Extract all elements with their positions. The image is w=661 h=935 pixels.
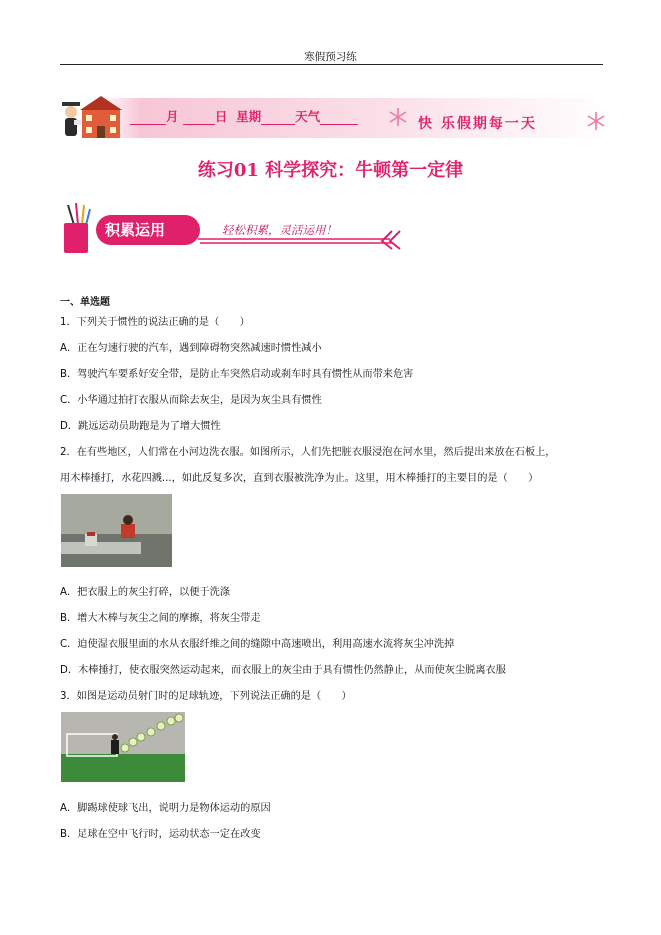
washing-clothes-photo (61, 494, 172, 567)
option: B．足球在空中飞行时，运动状态一定在改变 (60, 829, 261, 840)
option: C．小华通过拍打衣服从而除去灰尘，是因为灰尘具有惯性 (60, 395, 322, 406)
weather-label: 天气 (295, 109, 321, 124)
page-title: 练习01 科学探究：牛顿第一定律 (197, 160, 464, 181)
header-rule (60, 64, 603, 65)
week-label: 星期 (236, 109, 262, 124)
accum-subtitle: 轻松积累，灵活运用！ (222, 223, 337, 237)
accum-label: 积累运用 (105, 221, 166, 239)
option: D．木棒捶打，使衣服突然运动起来，而衣服上的灰尘由于具有惯性仍然静止，从而使灰尘脱离衣服 (60, 665, 506, 676)
option: A．脚踢球使球飞出，说明力是物体运动的原因 (60, 803, 271, 814)
option: B．驾驶汽车要系好安全带，是防止车突然启动或刹车时具有惯性从而带来危害 (60, 369, 414, 380)
month-label: 月 (166, 109, 179, 124)
question-stem: 1．下列关于惯性的说法正确的是（ ） (60, 317, 250, 328)
question-stem: 2．在有些地区，人们常在小河边洗衣服。如图所示，人们先把脏衣服浸泡在河水里，然后提出来放在石板上， (60, 447, 556, 458)
question-stem: 3．如图是运动员射门时的足球轨迹，下列说法正确的是（ ） (60, 691, 352, 702)
pen-holder-icon (64, 203, 90, 253)
running-header: 寒假预习练 (304, 51, 357, 63)
section-heading: 一、单选题 (60, 297, 110, 308)
option: A．把衣服上的灰尘打碎，以便于洗涤 (60, 587, 230, 598)
graduate-icon (62, 102, 81, 136)
option: A．正在匀速行驶的汽车，遇到障碍物突然减速时惯性减小 (60, 343, 322, 354)
date-fields (130, 107, 358, 125)
option: D．跳远运动员助跑是为了增大惯性 (60, 421, 221, 432)
option: C．迫使湿衣服里面的水从衣服纤维之间的缝隙中高速喷出，利用高速水流将灰尘冲洗掉 (60, 639, 455, 650)
day-label: 日 (214, 109, 228, 124)
question-stem: 用木棒捶打，水花四溅...，如此反复多次，直到衣服被洗净为止。这里，用木棒捶打的主要目的是（ ） (60, 473, 539, 484)
option: B．增大木棒与灰尘之间的摩擦，将灰尘带走 (60, 613, 261, 624)
banner-slogan: 快 乐假期每一天 (418, 116, 537, 132)
soccer-shot-photo (61, 712, 185, 782)
